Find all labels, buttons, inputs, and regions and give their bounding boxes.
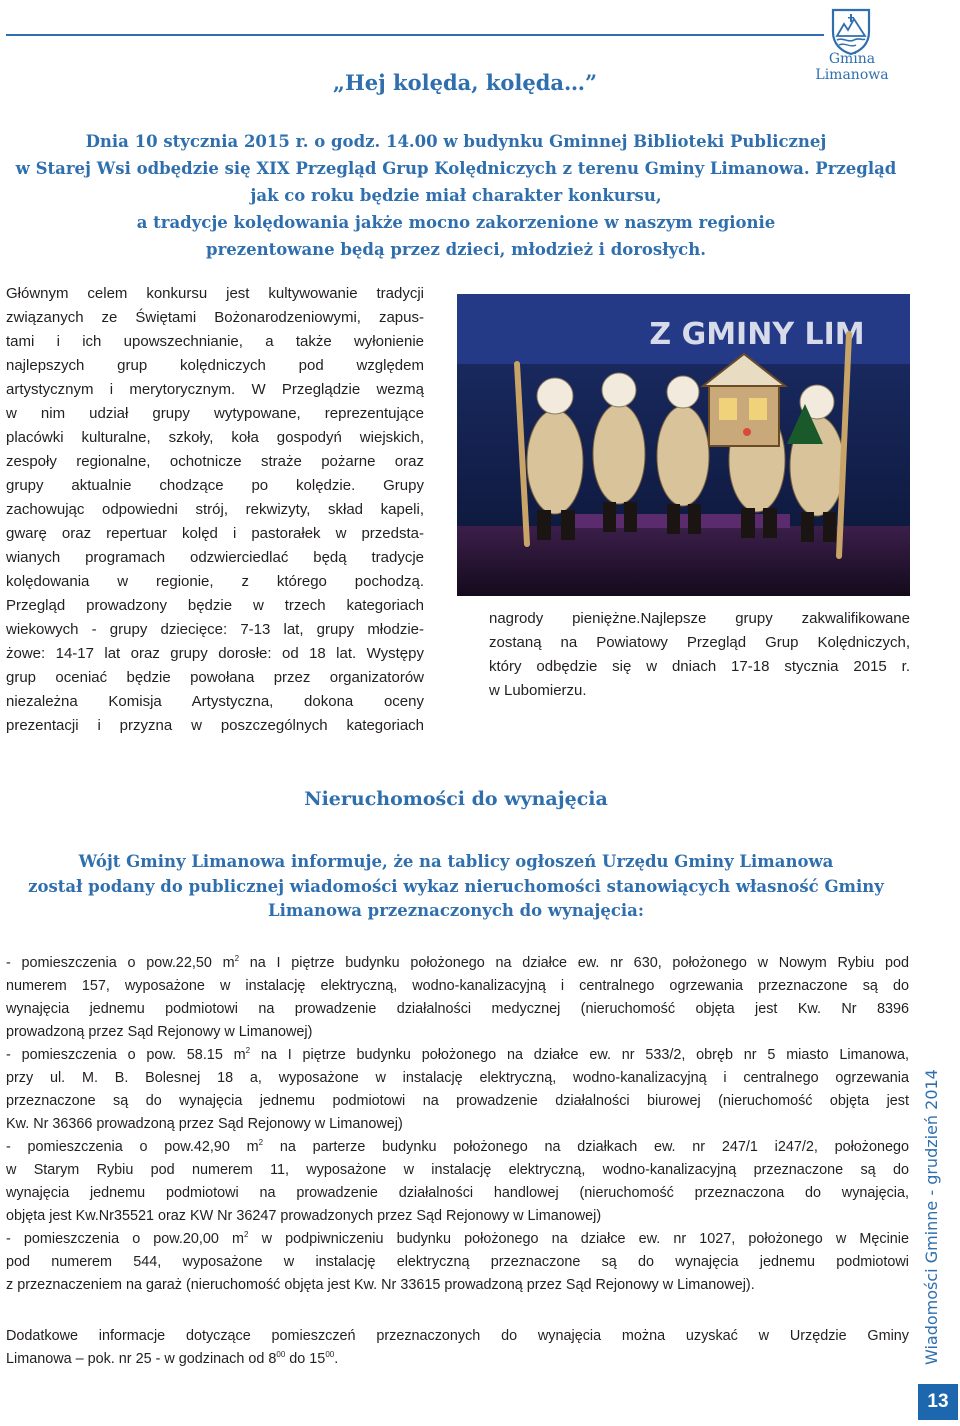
property-item-line: przeznaczone są do wynajęcia jednemu podmiotowi na prowadzenie działalności biurowej (nieruchomość objęta jest — [6, 1093, 909, 1109]
property-item-line: pod numerem 544, wyposażone w instalację elektryczną przeznaczone są do wynajęcia jednemu podmiotowi — [6, 1254, 909, 1270]
announcement-line: został podany do publicznej wiadomości wykaz nieruchomości stanowiących własność Gminy — [28, 876, 884, 896]
body-line: w Lubomierzu. — [489, 682, 587, 699]
lead-line: prezentowane będą przez dzieci, młodzież i dorosłych. — [206, 240, 706, 259]
unit-m: m — [246, 1139, 259, 1155]
unit-sup: 2 — [245, 1046, 251, 1055]
body-line: w nim udział grupy wytypowane, reprezentujące — [6, 405, 424, 422]
contact-line — [6, 1348, 909, 1371]
body-line: który odbędzie się w dniach 17-18 stycznia 2015 r. — [489, 658, 910, 675]
property-item-line: w Starym Rybiu pod numerem 11, wyposażone w instalację elektryczną, wodno-kanalizacyjną przeznaczone są do — [6, 1162, 909, 1178]
item-text: na I piętrze budynku położonego na działce ew. nr 533/2, obręb nr 5 miasto Limanowa, — [250, 1047, 909, 1063]
header-rule — [6, 34, 824, 36]
item-text: na I piętrze budynku położonego na działce ew. nr 630, położonego w Nowym Rybiu pod — [239, 955, 909, 971]
property-item-line: Kw. Nr 36366 prowadzoną przez Sąd Rejonowy w Limanowej) — [6, 1116, 403, 1132]
lead-line: Dnia 10 stycznia 2015 r. o godz. 14.00 w budynku Gminnej Biblioteki Publicznej — [85, 132, 827, 151]
body-line: grupy aktualnie chodzące po kolędzie. Grupy — [6, 477, 424, 494]
item-text: - pomieszczenia o pow. 58.15 — [6, 1047, 234, 1063]
item-text: - pomieszczenia o pow.22,50 — [6, 955, 223, 971]
issue-side-label: Wiadomości Gminne - grudzień 2014 — [922, 1069, 941, 1365]
unit-m: m — [233, 1047, 246, 1063]
property-item-line: wynajęcia jednemu podmiotowi na prowadzenie działalności handlowej (nieruchomość przeznaczona do wynajęcia, — [6, 1185, 909, 1201]
body-line: wiekowych - grupy dziecięce: 7-13 lat, grupy młodzie- — [6, 621, 424, 638]
contact-text: do 15 — [285, 1351, 326, 1367]
lead-line: a tradycje kolędowania jakże mocno zakorzenione w naszym regionie — [136, 213, 776, 232]
body-line: żowe: 14-17 lat oraz grupy dorosłe: od 18 lat. Występy — [6, 645, 424, 662]
body-line: prezentacji i przyzna w poszczególnych kategoriach — [6, 717, 424, 734]
body-line: placówki kulturalne, szkoły, koła gospodyń wiejskich, — [6, 429, 424, 446]
property-item-line: z przeznaczeniem na garaż (nieruchomość objęta jest Kw. Nr 33615 prowadzoną przez Sąd Rejonowy w Limanowej). — [6, 1277, 755, 1293]
body-line: kolędowania w regionie, z którego pochodzą. — [6, 573, 424, 590]
body-line: zostaną na Powiatowy Przegląd Grup Kolędniczych, — [489, 634, 910, 651]
item-text: w podpiwniczeniu budynku położonego na działce ew. nr 1027, położonego w Męcinie — [248, 1231, 909, 1247]
announcement-line: Wójt Gminy Limanowa informuje, że na tablicy ogłoszeń Urzędu Gminy Limanowa — [78, 852, 834, 871]
unit-sup: 2 — [258, 1138, 264, 1147]
contact-line: Dodatkowe informacje dotyczące pomieszczeń przeznaczonych do wynajęcia można uzyskać w Urzędzie Gminy — [6, 1328, 909, 1344]
section-title: Nieruchomości do wynajęcia — [304, 788, 608, 810]
brand-name: Gmina Limanowa — [815, 51, 889, 83]
carolers-photo — [457, 294, 910, 596]
unit-m: m — [222, 955, 235, 971]
page-number: 13 — [918, 1384, 958, 1420]
announcement-line: Limanowa przeznaczonych do wynajęcia: — [268, 901, 644, 920]
body-line: artystycznym i merytorycznym. W Przeglądzie wezmą — [6, 381, 424, 398]
article-title: „Hej kolęda, kolęda…” — [332, 70, 598, 95]
body-line: najlepszych grup kolędniczych pod względem — [6, 357, 424, 374]
item-text: - pomieszczenia o pow.20,00 — [6, 1231, 233, 1247]
body-line: gwarę oraz repertuar kolęd i pastorałek w przedsta- — [6, 525, 424, 542]
announcement — [0, 850, 912, 924]
body-line: związanych ze Świętami Bożonarodzeniowymi, zapus- — [6, 309, 424, 326]
hour-minutes-sup: 00 — [325, 1350, 335, 1359]
property-item-line: prowadzoną przez Sąd Rejonowy w Limanowej) — [6, 1024, 313, 1040]
property-item-first-line — [6, 952, 909, 975]
body-line: zespoły regionalne, ochotnicze straże pożarne oraz — [6, 453, 424, 470]
unit-sup: 2 — [234, 954, 240, 963]
body-line: Głównym celem konkursu jest kultywowanie tradycji — [6, 285, 424, 302]
unit-m: m — [232, 1231, 245, 1247]
item-text: - pomieszczenia o pow.42,90 — [6, 1139, 247, 1155]
property-list — [6, 952, 909, 1297]
lead-line: w Starej Wsi odbędzie się XIX Przegląd Grup Kolędniczych z terenu Gminy Limanowa. Przegląd — [15, 159, 897, 178]
body-line: zachowując odpowiedni strój, rekwizyty, skład kapeli, — [6, 501, 424, 518]
lead-line: jak co roku będzie miał charakter konkursu, — [250, 186, 662, 205]
contact-text: Limanowa – pok. nr 25 - w godzinach od 8 — [6, 1351, 277, 1367]
article-body-left — [6, 282, 424, 738]
photo-banner-text: Z GMINY LIM — [649, 317, 865, 352]
article-body-right — [489, 607, 910, 703]
property-item-first-line — [6, 1136, 909, 1159]
contact-info — [6, 1325, 909, 1371]
contact-text: . — [334, 1351, 339, 1367]
body-line: tami i ich upowszechnianie, a także wyłonienie — [6, 333, 424, 350]
gmina-crest-icon — [828, 6, 874, 56]
item-text: na parterze budynku położonego na działkach ew. nr 247/1 i247/2, położonego — [263, 1139, 909, 1155]
body-line: grup oceniać będzie powołana przez organizatorów — [6, 669, 424, 686]
body-line: nagrody pieniężne.Najlepsze grupy zakwalifikowane — [489, 610, 910, 627]
body-line: wianych programach odzwierciedlać będą tradycje — [6, 549, 424, 566]
property-item-line: numerem 157, wyposażone w instalację elektryczną, wodno-kanalizacyjną i centralnego ogrzewania przeznaczone są do — [6, 978, 909, 994]
property-item-line: objęta jest Kw.Nr35521 oraz KW Nr 36247 prowadzonych przez Sąd Rejonowy w Limanowej) — [6, 1208, 602, 1224]
property-item-line: wynajęcia jednemu podmiotowi na prowadzenie działalności medycznej (nieruchomość objęta jest Kw. Nr 8396 — [6, 1001, 909, 1017]
hour-minutes-sup: 00 — [276, 1350, 286, 1359]
article-lead — [0, 128, 912, 263]
property-item-first-line — [6, 1044, 909, 1067]
property-item-line: przy ul. M. B. Bolesnej 18 a, wyposażone w instalację elektryczną, wodno-kanalizacyjną i centralnego ogrzewania — [6, 1070, 909, 1086]
body-line: niezależna Komisja Artystyczna, dokona oceny — [6, 693, 424, 710]
unit-sup: 2 — [244, 1230, 249, 1239]
body-line: Przegląd prowadzony będzie w trzech kategoriach — [6, 597, 424, 614]
property-item-first-line — [6, 1228, 909, 1251]
